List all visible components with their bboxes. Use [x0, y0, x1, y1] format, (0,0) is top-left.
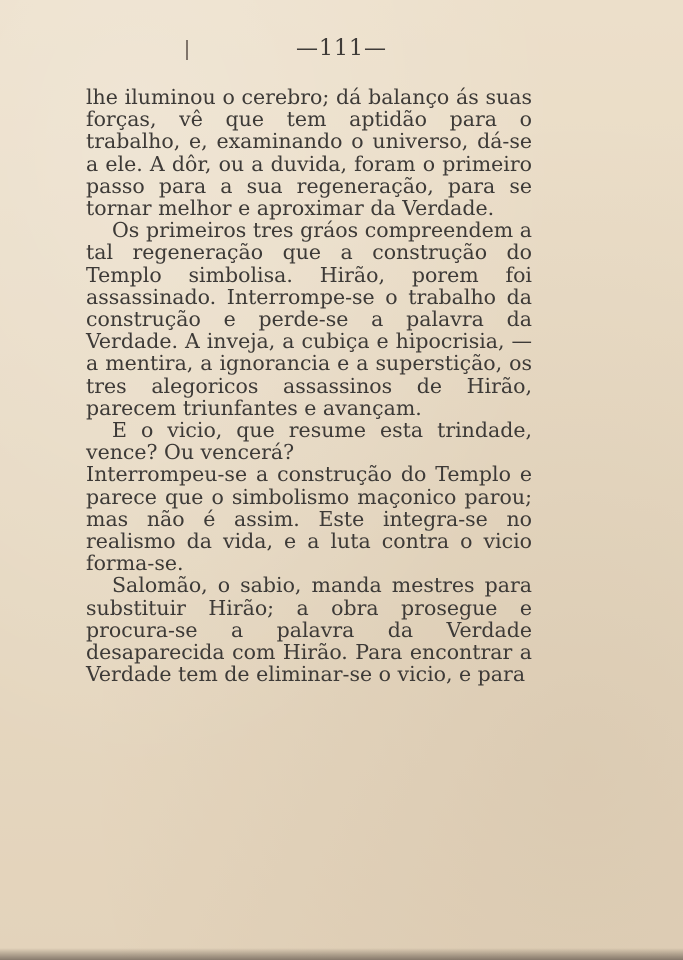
paragraph-1: lhe iluminou o cerebro; dá balanço ás suas forças, vê que tem aptidão para o trabalho, e, examinando o universo, dá-se a ele. A dôr, ou a duvida, foram o primeiro passo para a sua regeneração, para se tornar melhor e aproximar da Verdade.	[86, 85, 532, 221]
page-edge	[0, 948, 683, 960]
paragraph-3: E o vicio, que resume esta trindade, vence? Ou vencerá?	[86, 418, 532, 465]
paragraph-4: Interrompeu-se a construção do Templo e parece que o simbolismo maçonico parou; mas não é assim. Este integra-se no realismo da vida, e a luta contra o vicio forma-se.	[86, 462, 532, 576]
paragraph-2: Os primeiros tres gráos compreendem a tal regeneração que a construção do Templo simbolisa. Hirão, porem foi assassinado. Interrompe-se o trabalho da construção e perde-se a palavra da Verdade. A inveja, a cubiça e hipocrisia, — a mentira, a ignorancia e a superstição, os tres alegoricos assassinos de Hirão, parecem triunfantes e avançam.	[86, 218, 532, 420]
page-text	[86, 86, 532, 685]
paragraph-5: Salomão, o sabio, manda mestres para substituir Hirão; a obra prosegue e procura-se a palavra da Verdade desaparecida com Hirão. Para encontrar a Verdade tem de eliminar-se o vicio, e para	[86, 573, 532, 687]
page-number: —111—	[296, 36, 387, 61]
